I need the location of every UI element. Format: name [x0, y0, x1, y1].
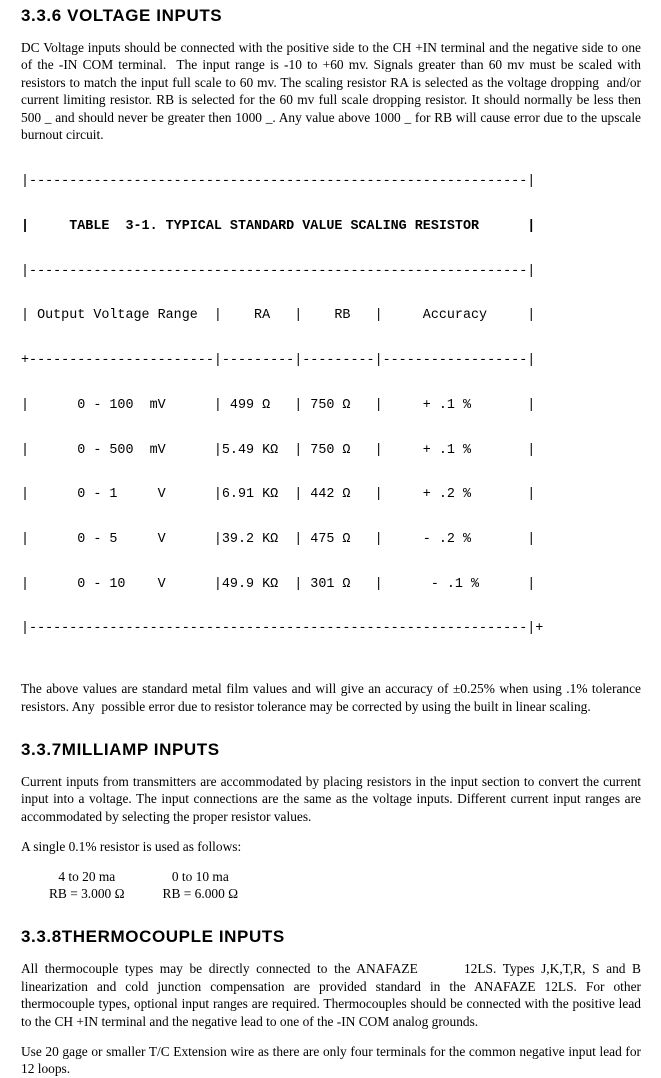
section-milliamp-inputs [21, 740, 641, 902]
thermocouple-note-paragraph: Use 20 gage or smaller T/C Extension wire as there are only four terminals for the common negative input lead for 12 loops. [21, 1044, 641, 1077]
table-row: | 0 - 500 mV |5.49 KΩ | 750 Ω | + .1 % | [21, 442, 536, 458]
milliamp-paragraph: Current inputs from transmitters are accommodated by placing resistors in the input section to convert the current input into a voltage. The input connections are the same as the voltage inputs. Different current input ranges are accommodated by selecting the proper resistor values. [21, 773, 641, 824]
resistor-formula: RB = 6.000 Ω [162, 886, 239, 901]
voltage-paragraph: DC Voltage inputs should be connected with the positive side to the CH +IN terminal and the negative side to one of the -IN COM terminal. The input range is -10 to +60 mv. Signals greater than 60 mv must be scaled with resistors to match the input full scale to 60 mv. The scaling resistor RA is selected as the voltage dropping and/or current limiting resistor. RB is selected for the 60 mv full scale dropping resistor. It should normally be less then 500 _ and should never be greater then 1000 _. Any value above 1000 _ for RB will cause error due to the upscale burnout circuit. [21, 40, 641, 143]
resistor-col-4-20ma [49, 868, 125, 903]
table-row: | 0 - 1 V |6.91 KΩ | 442 Ω | + .2 % | [21, 487, 536, 503]
table-header-row: | Output Voltage Range | RA | RB | Accuracy | [21, 308, 536, 324]
section-heading-thermocouple: 3.3.8THERMOCOUPLE INPUTS [21, 927, 285, 947]
table-row: | 0 - 5 V |39.2 KΩ | 475 Ω | - .2 % | [21, 532, 536, 547]
section-thermocouple-inputs [21, 927, 641, 1077]
resistor-range: 4 to 20 ma [58, 868, 116, 884]
table-border-top: |--------------------------------------------------------------| [21, 174, 536, 190]
resistor-range: 0 to 10 ma [171, 868, 229, 884]
milliamp-intro-line: A single 0.1% resistor is used as follows: [21, 839, 242, 855]
table-row: | 0 - 100 mV | 499 Ω | 750 Ω | + .1 % | [21, 397, 536, 413]
section-voltage-inputs [21, 6, 641, 715]
section-heading-voltage: 3.3.6 VOLTAGE INPUTS [21, 6, 223, 25]
table-border-bottom: |--------------------------------------------------------------|+ [21, 621, 544, 637]
thermocouple-paragraph: All thermocouple types may be directly connected to the ANAFAZE 12LS. Types J,K,T,R, S and B linearization and cold junction compensation are provided standard in the ANAFAZE 12LS. For other thermocouple types, optional input ranges are required. Thermocouples should be connected with the positive lead to the CH +IN terminal and the negative lead to one of the -IN COM analog grounds. [21, 961, 641, 1029]
table-header-separator: +-----------------------|---------|---------|------------------| [21, 353, 536, 369]
table-title: | TABLE 3-1. TYPICAL STANDARD VALUE SCALING RESISTOR | [21, 218, 536, 234]
resistor-values-block [49, 868, 641, 903]
section-heading-milliamp: 3.3.7MILLIAMP INPUTS [21, 739, 220, 759]
table-border: |--------------------------------------------------------------| [21, 263, 536, 279]
resistor-col-0-10ma [163, 868, 239, 903]
voltage-note-paragraph: The above values are standard metal film values and will give an accuracy of ±0.25% when using .1% tolerance resistors. Any possible error due to resistor tolerance may be corrected by using the built in linear scaling. [21, 681, 641, 714]
table-row: | 0 - 10 V |49.9 KΩ | 301 Ω | - .1 % | [21, 576, 536, 592]
resistor-formula: RB = 3.000 Ω [49, 886, 125, 901]
scaling-resistor-table [21, 145, 641, 667]
